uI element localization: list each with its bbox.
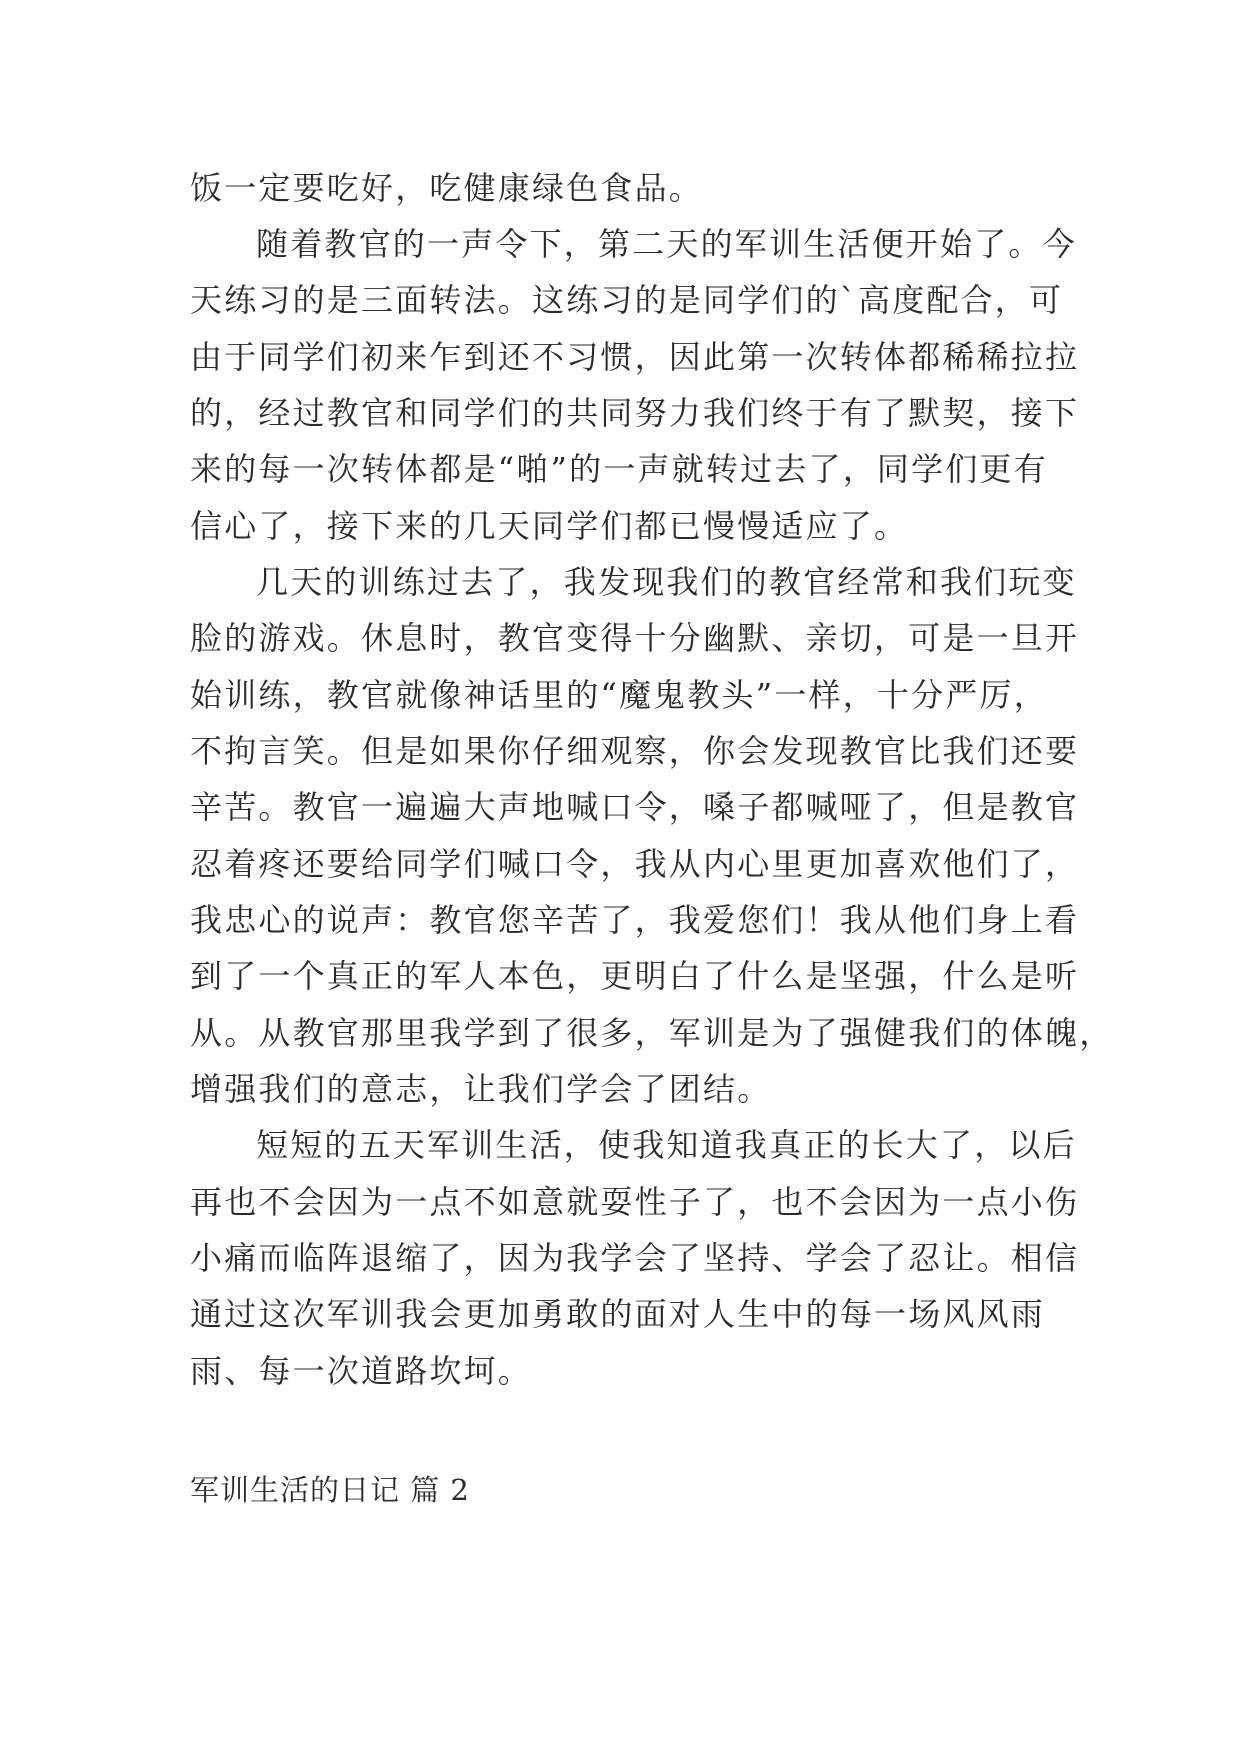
text-line: 增强我们的意志，让我们学会了团结。 (190, 1070, 772, 1108)
text-line: 来的每一次转体都是“啪”的一声就转过去了，同学们更有 (190, 450, 1048, 488)
text-line: 饭一定要吃好，吃健康绿色食品。 (190, 169, 704, 207)
text-line: 小痛而临阵退缩了，因为我学会了坚持、学会了忍让。相信 (190, 1239, 1080, 1277)
text-line: 通过这次军训我会更加勇敢的面对人生中的每一场风风雨 (190, 1295, 1046, 1333)
text-line: 到了一个真正的军人本色，更明白了什么是坚强，什么是听 (190, 957, 1080, 995)
text-line: 由于同学们初来乍到还不习惯，因此第一次转体都稀稀拉拉 (190, 338, 1080, 376)
text-line: 天练习的是三面转法。这练习的是同学们的`高度配合，可 (190, 281, 1064, 319)
text-line: 忍着疼还要给同学们喊口令，我从内心里更加喜欢他们了， (190, 845, 1080, 883)
text-line: 辛苦。教官一遍遍大声地喊口令，嗓子都喊哑了，但是教官 (190, 788, 1080, 826)
text-line: 雨、每一次道路坎坷。 (190, 1352, 533, 1390)
text-line: 再也不会因为一点不如意就耍性子了，也不会因为一点小伤 (190, 1183, 1080, 1221)
text-line: 脸的游戏。休息时，教官变得十分幽默、亲切，可是一旦开 (190, 619, 1080, 657)
text-line: 我忠心的说声：教官您辛苦了，我爱您们！我从他们身上看 (190, 901, 1080, 939)
paragraph-start-line: 短短的五天军训生活，使我知道我真正的长大了，以后 (256, 1126, 1077, 1164)
text-line: 从。从教官那里我学到了很多，军训是为了强健我们的体魄， (190, 1014, 1114, 1052)
text-line: 始训练，教官就像神话里的“魔鬼教头”一样，十分严厉， (190, 676, 1048, 714)
section-heading: 军训生活的日记 篇 2 (190, 1473, 470, 1507)
text-line: 的，经过教官和同学们的共同努力我们终于有了默契，接下 (190, 394, 1080, 432)
paragraph-start-line: 几天的训练过去了，我发现我们的教官经常和我们玩变 (256, 563, 1077, 601)
text-line: 信心了，接下来的几天同学们都已慢慢适应了。 (190, 507, 909, 545)
paragraph-start-line: 随着教官的一声令下，第二天的军训生活便开始了。今 (256, 225, 1077, 263)
text-line: 不拘言笑。但是如果你仔细观察，你会发现教官比我们还要 (190, 732, 1080, 770)
